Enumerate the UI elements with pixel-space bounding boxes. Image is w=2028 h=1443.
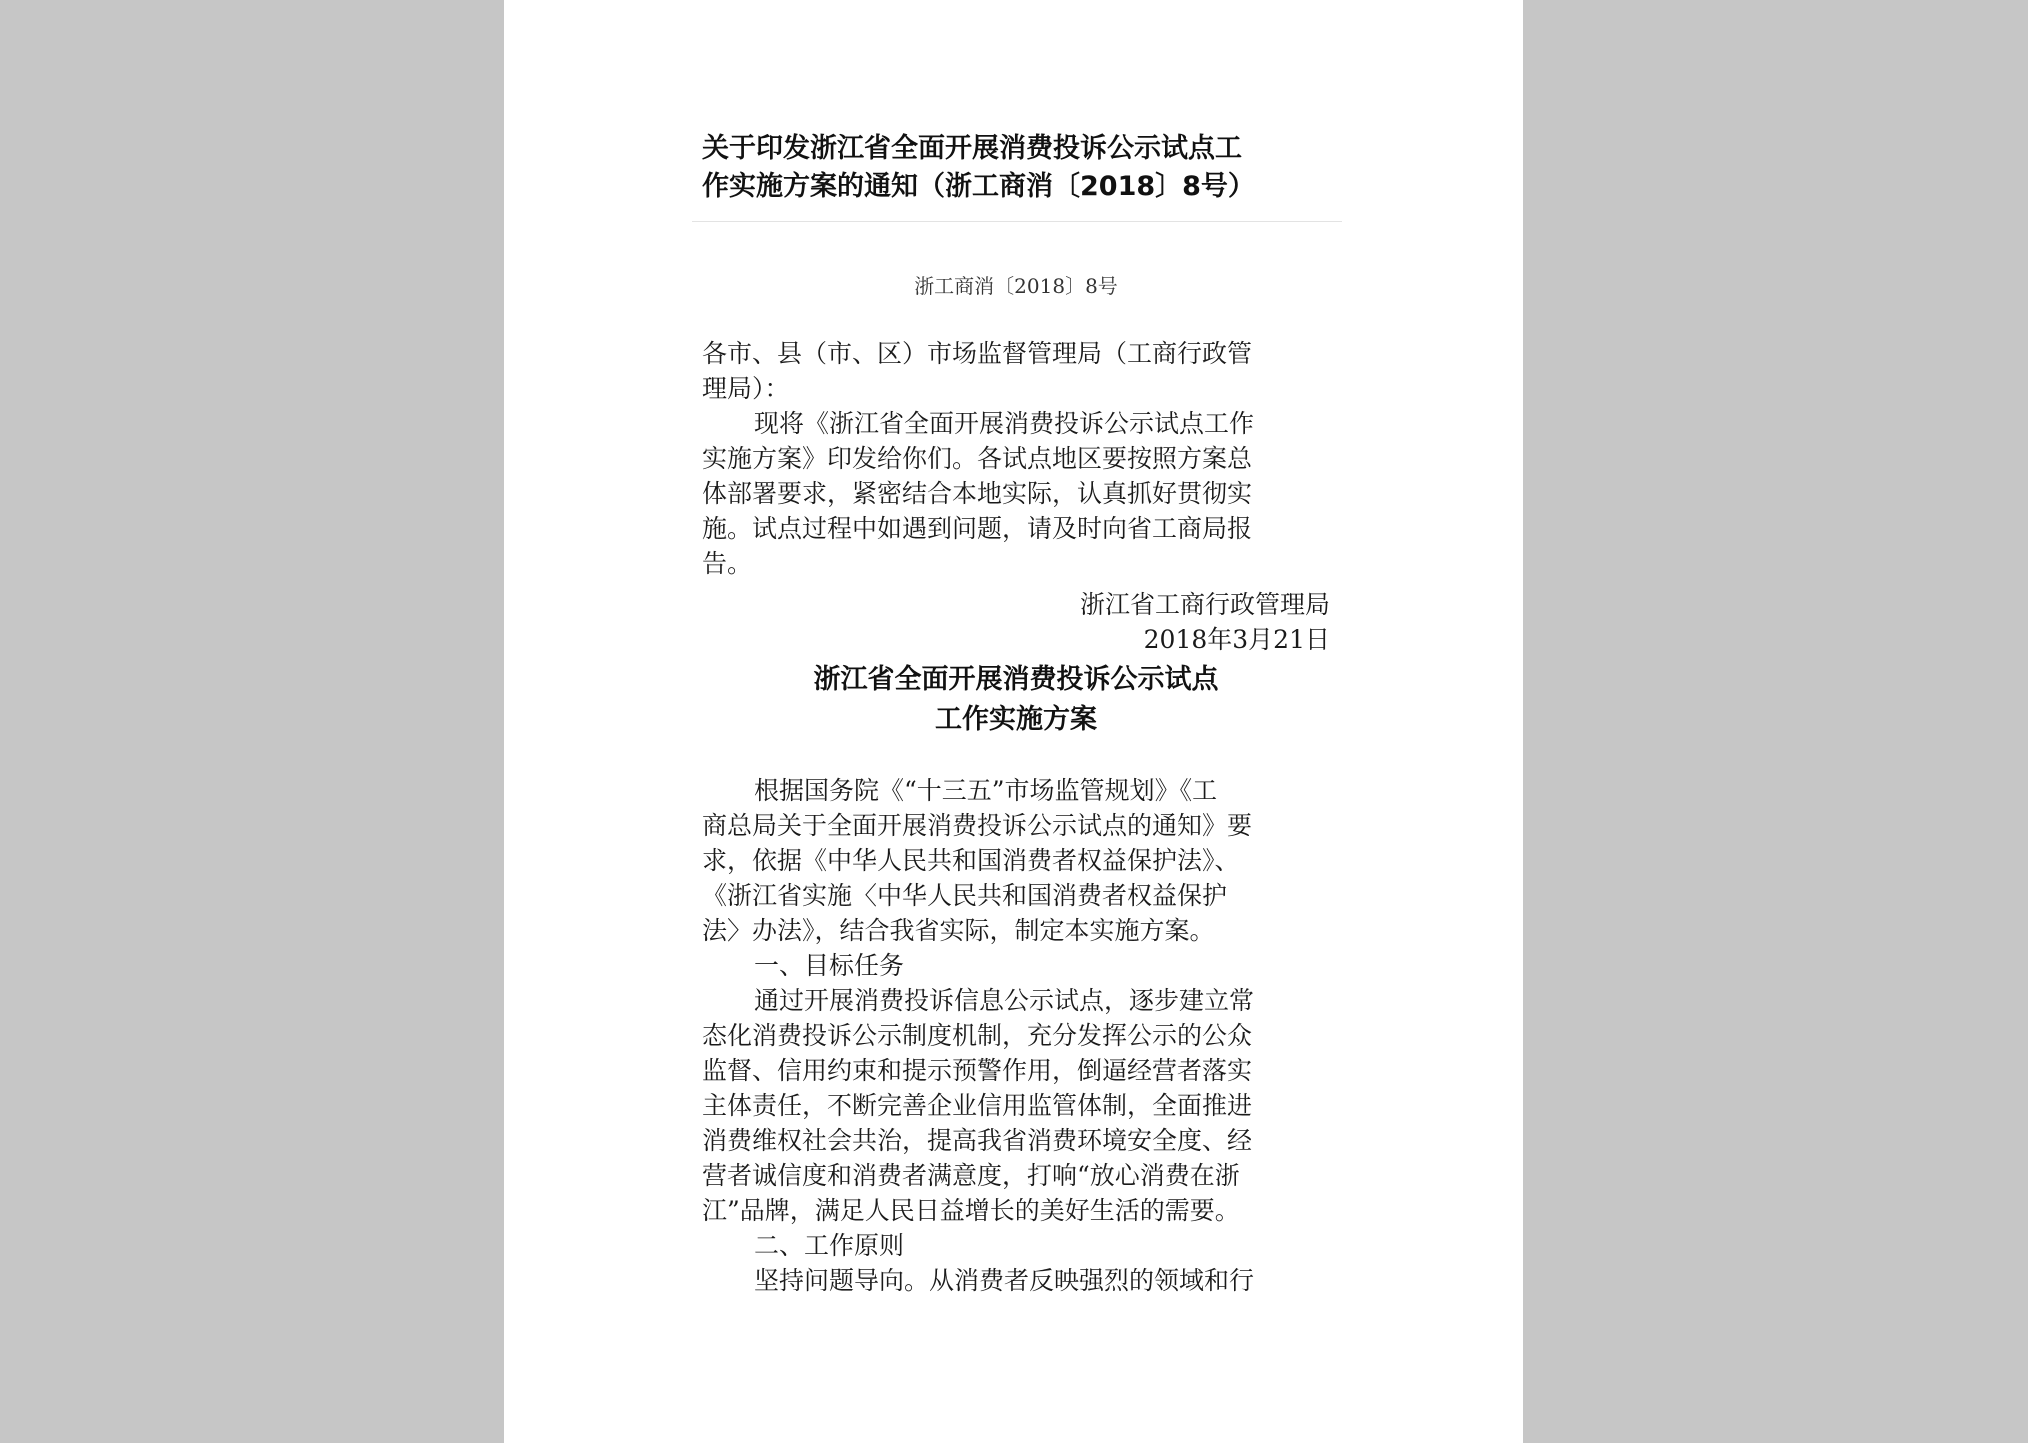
plan-title-line: 浙江省全面开展消费投诉公示试点 <box>813 664 1219 695</box>
notice-body-line: 现将《浙江省全面开展消费投诉公示试点工作 <box>754 409 1255 438</box>
plan-basis-line: 根据国务院《“十三五”市场监管规划》《工 <box>754 776 1218 805</box>
section-principles-paragraph <box>702 1263 1330 1298</box>
section-heading-text: 一、目标任务 <box>754 951 905 980</box>
document-number: 浙工商消〔2018〕8号 <box>914 274 1118 298</box>
document-page <box>504 0 1523 1443</box>
notice-body-line: 施。试点过程中如遇到问题，请及时向省工商局报 <box>702 514 1253 543</box>
document-title-line: 作实施方案的通知（浙工商消〔2018〕8号） <box>702 171 1255 202</box>
plan-basis-line: 法〉办法》，结合我省实际，制定本实施方案。 <box>702 916 1215 945</box>
section-goals-line: 监督、信用约束和提示预警作用，倒逼经营者落实 <box>702 1056 1253 1085</box>
section-heading-goals <box>702 948 1330 983</box>
section-principles-line: 坚持问题导向。从消费者反映强烈的领域和行 <box>754 1266 1255 1295</box>
section-goals-line: 消费维权社会共治，提高我省消费环境安全度、经 <box>702 1126 1253 1155</box>
plan-title-line: 工作实施方案 <box>935 704 1097 735</box>
section-goals-line: 态化消费投诉公示制度机制，充分发挥公示的公众 <box>702 1021 1253 1050</box>
notice-body-line: 实施方案》印发给你们。各试点地区要按照方案总 <box>702 444 1253 473</box>
plan-basis-line: 商总局关于全面开展消费投诉公示试点的通知》要 <box>702 811 1253 840</box>
section-goals-line: 营者诚信度和消费者满意度，打响“放心消费在浙 <box>702 1161 1240 1190</box>
notice-body <box>702 406 1330 581</box>
issuer-signature: 浙江省工商行政管理局 <box>1079 590 1330 619</box>
addressee <box>702 336 1330 406</box>
plan-title <box>702 660 1330 740</box>
issue-date: 2018年3月21日 <box>1143 625 1330 654</box>
notice-body-line: 体部署要求，紧密结合本地实际，认真抓好贯彻实 <box>702 479 1253 508</box>
section-goals-paragraph <box>702 983 1330 1228</box>
section-goals-line: 主体责任，不断完善企业信用监管体制，全面推进 <box>702 1091 1253 1120</box>
plan-basis-line: 求，依据《中华人民共和国消费者权益保护法》、 <box>702 846 1240 875</box>
section-heading-text: 二、工作原则 <box>754 1231 905 1260</box>
section-goals-line: 江”品牌，满足人民日益增长的美好生活的需要。 <box>702 1196 1240 1225</box>
document-title-line: 关于印发浙江省全面开展消费投诉公示试点工 <box>702 133 1242 164</box>
document-title <box>702 130 1330 206</box>
addressee-line: 各市、县（市、区）市场监督管理局（工商行政管 <box>702 339 1253 368</box>
addressee-line: 理局）： <box>702 374 790 403</box>
title-divider <box>692 221 1342 222</box>
plan-basis-paragraph <box>702 773 1330 948</box>
section-goals-line: 通过开展消费投诉信息公示试点，逐步建立常 <box>754 986 1255 1015</box>
notice-body-line: 告。 <box>702 549 753 578</box>
section-heading-principles <box>702 1228 1330 1263</box>
plan-basis-line: 《浙江省实施〈中华人民共和国消费者权益保护 <box>702 881 1228 910</box>
